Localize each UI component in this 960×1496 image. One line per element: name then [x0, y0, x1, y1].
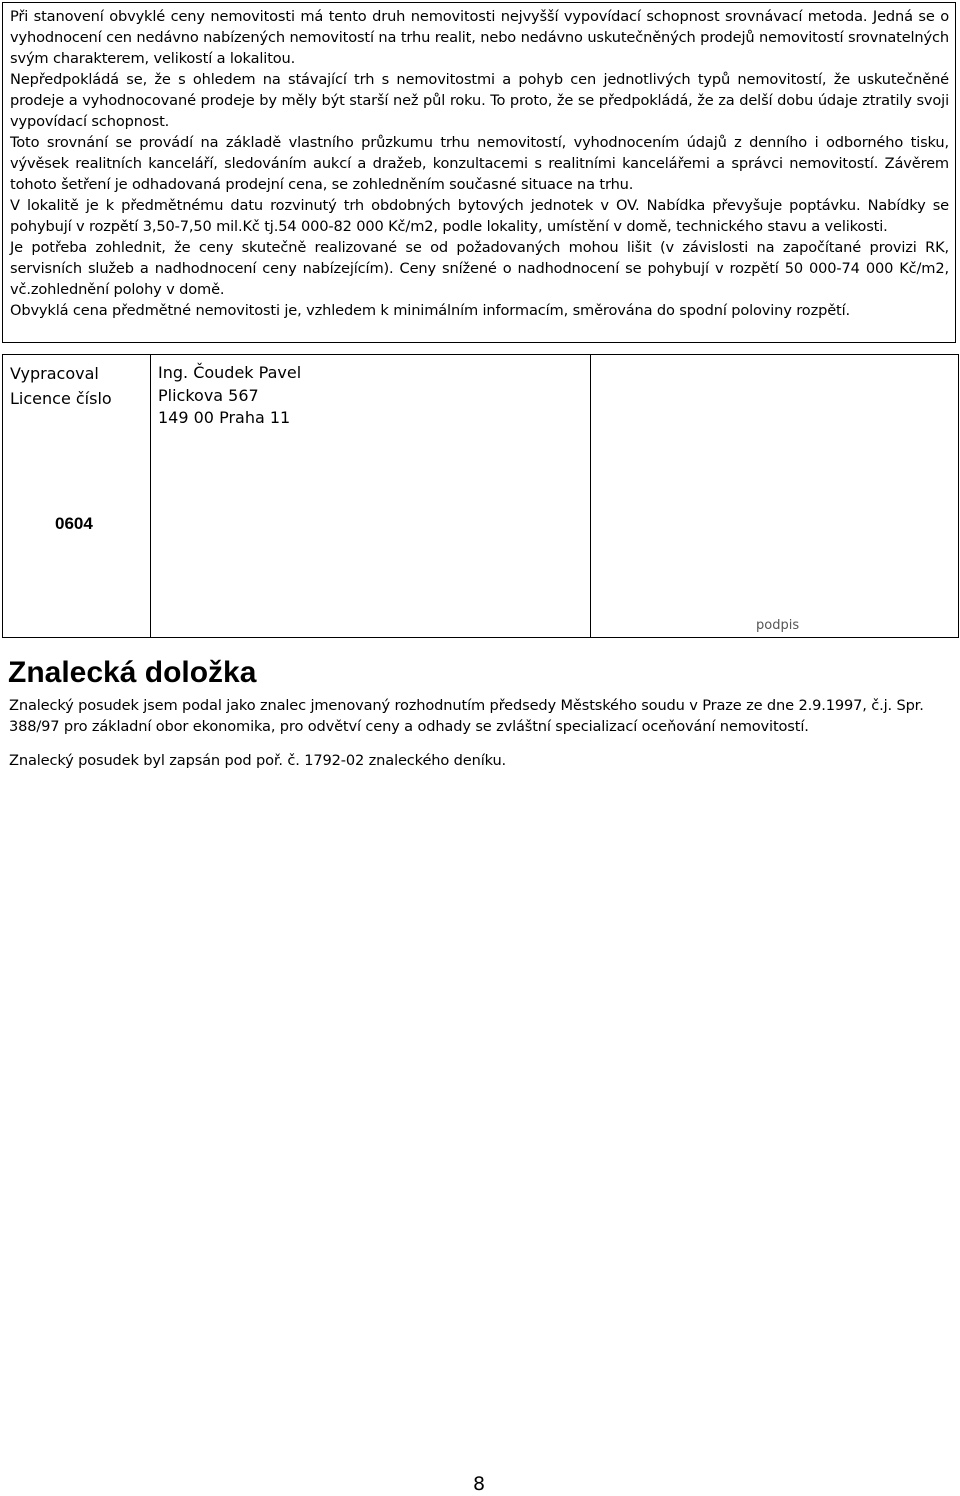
paragraph-market-survey: Toto srovnání se provádí na základě vlastního průzkumu trhu nemovitostí, vyhodnocením údajů z denního i odborného tisku, vývěsek realitních kanceláří, sledováním aukcí a dražeb, konzultacemi s realitními kancelářemi a správci nemovitostí. Závěrem tohoto šetření je odhadovaná prodejní cena, se zohledněním současné situace na trhu. [10, 134, 949, 193]
paragraph-price-adjustment: Je potřeba zohlednit, že ceny skutečně realizované se od požadovaných mohou lišit (v závislosti na započítané provizi RK, servisních služeb a nadhodnocení ceny nabízejícím). Ceny snížené o nadhodnocení se pohybují v rozpětí 50 000-74 000 Kč/m2, vč.zohlednění polohy v domě. [10, 239, 949, 298]
expert-city: 149 00 Praha 11 [158, 408, 291, 427]
column-divider [590, 355, 591, 637]
signature-labels [10, 361, 112, 411]
signature-caption: podpis [756, 618, 800, 633]
prepared-by-label: Vypracoval [10, 364, 99, 383]
signature-block [2, 354, 959, 638]
expert-details [158, 361, 301, 429]
expert-street: Plickova 567 [158, 386, 259, 405]
paragraph-conclusion: Obvyklá cena předmětné nemovitosti je, vzhledem k minimálním informacím, směrována do spodní poloviny rozpětí. [10, 302, 850, 319]
valuation-text-box [2, 2, 956, 343]
paragraph-comparative-method: Při stanovení obvyklé ceny nemovitosti má tento druh nemovitosti nejvyšší vypovídací schopnost srovnávací metoda. Jedná se o vyhodnocení cen nedávno nabízených nemovitostí na trhu realit, nebo nedávno uskutečněných prodejů nemovitostí srovnatelných svým charakterem, velikostí a lokalitou. [10, 8, 949, 67]
expert-clause-text: Znalecký posudek jsem podal jako znalec jmenovaný rozhodnutím předsedy Městského soudu v Praze ze dne 2.9.1997, č.j. Spr. 388/97 pro základní obor ekonomika, pro odvětví ceny a odhady se zvláštní specializací oceňování nemovitostí. [9, 697, 924, 735]
license-number: 0604 [55, 514, 93, 533]
paragraph-sale-age: Nepředpokládá se, že s ohledem na stávající trh s nemovitostmi a pohyb cen jednotlivých typů nemovitostí, že uskutečněné prodeje a vyhodnocované prodeje by měly být starší než půl roku. To proto, že se předpokládá, že za delší dobu údaje ztratily svoji vypovídací schopnost. [10, 71, 949, 130]
page-number: 8 [473, 1473, 486, 1495]
expert-name: Ing. Čoudek Pavel [158, 363, 302, 382]
column-divider [150, 355, 151, 637]
license-label: Licence číslo [10, 389, 112, 408]
paragraph-local-market: V lokalitě je k předmětnému datu rozvinutý trh obdobných bytových jednotek v OV. Nabídka převyšuje poptávku. Nabídky se pohybují v rozpětí 3,50-7,50 mil.Kč tj.54 000-82 000 Kč/m2, podle lokality, umístění v domě, technického stavu a velikosti. [10, 197, 949, 235]
expert-clause-heading: Znalecká doložka [8, 656, 257, 689]
registry-note: Znalecký posudek byl zapsán pod poř. č. 1792-02 znaleckého deníku. [9, 752, 507, 769]
